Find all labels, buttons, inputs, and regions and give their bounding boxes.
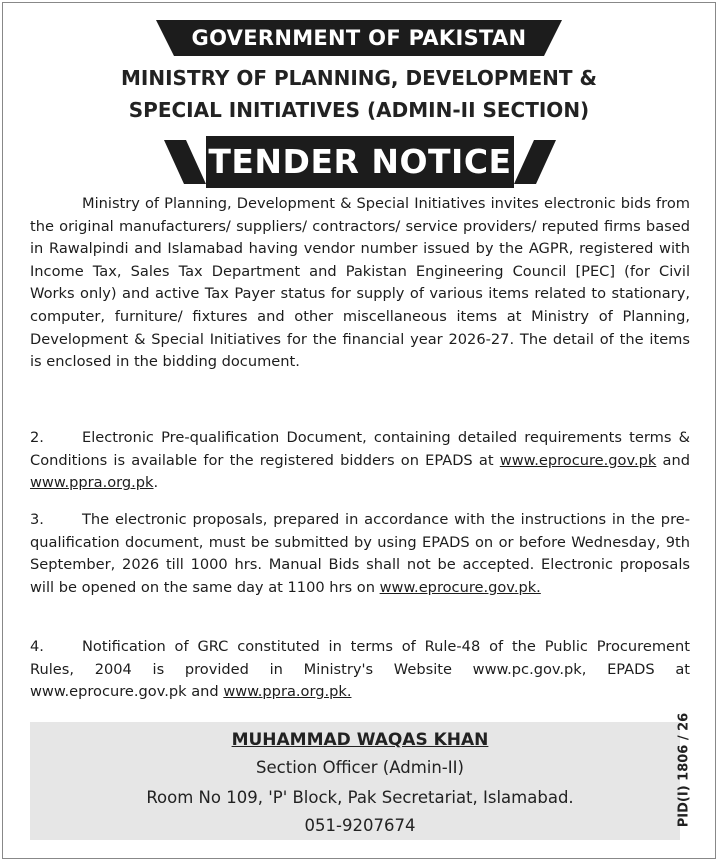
paragraph-2-text: Electronic Pre-qualification Document, containing detailed requirements terms & Conditions is available for the registered bidders on EPADS at xyxy=(30,429,690,469)
signatory-title: Section Officer (Admin-II) xyxy=(256,758,464,777)
paragraph-2-end: . xyxy=(153,474,159,492)
ministry-heading xyxy=(20,62,698,126)
paragraph-2-number: 2. xyxy=(30,429,44,446)
tender-notice-title: TENDER NOTICE xyxy=(208,142,512,181)
ppra-link-2[interactable]: www.ppra.org.pk. xyxy=(223,683,352,701)
ministry-line-1: MINISTRY OF PLANNING, DEVELOPMENT & xyxy=(121,66,597,90)
eprocure-link-2[interactable]: www.eprocure.gov.pk. xyxy=(379,578,541,596)
signatory-address: Room No 109, 'P' Block, Pak Secretariat, Islamabad. xyxy=(146,788,574,807)
government-title: GOVERNMENT OF PAKISTAN xyxy=(191,26,527,50)
tender-notice-banner xyxy=(150,136,570,188)
paragraph-2-and: and xyxy=(656,451,690,469)
signatory-name: MUHAMMAD WAQAS KHAN xyxy=(231,730,489,750)
pid-number: PID(I) 1806 / 26 xyxy=(676,712,692,828)
paragraph-3-text: The electronic proposals, prepared in accordance with the instructions in the pre-qualification document, must be submitted by using EPADS on or before Wednesday, 9th September, 2026 till 1000 hrs. Manual Bids shall not be accepted. Electronic proposals will be opened on the same day at 1100 hrs on xyxy=(30,511,690,596)
eprocure-link[interactable]: www.eprocure.gov.pk xyxy=(499,451,657,469)
paragraph-4 xyxy=(30,636,690,704)
paragraph-4-number: 4. xyxy=(30,638,44,655)
ppra-link[interactable]: www.ppra.org.pk xyxy=(30,474,154,492)
paragraph-3 xyxy=(30,509,690,599)
government-banner xyxy=(156,20,562,56)
paragraph-2 xyxy=(30,427,690,495)
ministry-line-2: SPECIAL INITIATIVES (ADMIN-II SECTION) xyxy=(128,98,590,122)
paragraph-1: Ministry of Planning, Development & Special Initiatives invites electronic bids from the original manufacturers/ suppliers/ contractors/ service providers/ reputed firms based in Rawalpindi and Islamabad having vendor number issued by the AGPR, registered with Income Tax, Sales Tax Department and Pakistan Engineering Council [PEC] (for Civil Works only) and active Tax Payer status for supply of various items related to stationary, computer, furniture/ fixtures and other miscellaneous items at Ministry of Planning, Development & Special Initiatives for the financial year 2026-27. The detail of the items is enclosed in the bidding document. xyxy=(30,195,690,371)
paragraph-4-text: Notification of GRC constituted in terms of Rule-48 of the Public Procurement Rules, 2004 is provided in Ministry's Website www.pc.gov.pk, EPADS at www.eprocure.gov.pk and xyxy=(30,638,690,701)
signatory-phone: 051-9207674 xyxy=(304,816,416,835)
paragraph-3-number: 3. xyxy=(30,511,44,528)
